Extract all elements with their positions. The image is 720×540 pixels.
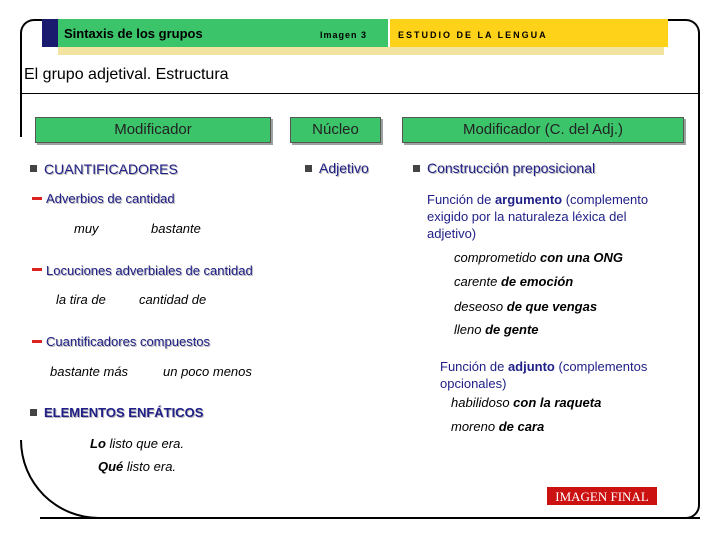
bullet-square-icon bbox=[30, 165, 37, 172]
bullet-square-icon bbox=[305, 165, 312, 172]
header-shadow bbox=[58, 47, 664, 55]
emphatic-example-bold: Qué bbox=[98, 459, 124, 474]
column-header-complement: Modificador (C. del Adj.) bbox=[402, 117, 684, 143]
adjunct-prefix: Función de bbox=[440, 359, 508, 374]
emphatic-example bbox=[90, 436, 184, 451]
bullet-square-icon bbox=[30, 409, 37, 416]
argument-word: argumento bbox=[494, 192, 563, 207]
argument-example bbox=[454, 274, 573, 289]
frame-bottom-edge bbox=[40, 517, 700, 519]
frame-corner-bottom-left bbox=[20, 440, 100, 519]
emphatic-example-bold: Lo bbox=[90, 436, 106, 451]
right-heading: Construcción preposicional bbox=[427, 160, 596, 176]
example-adjective: habilidoso bbox=[451, 395, 510, 410]
locution-example: cantidad de bbox=[139, 292, 207, 307]
example-adjective: lleno bbox=[454, 322, 482, 337]
frame-corner-top-left bbox=[20, 19, 42, 47]
example-complement: de gente bbox=[481, 322, 539, 337]
column-header-modifier: Modificador bbox=[35, 117, 271, 143]
emphatic-example-rest: listo que era. bbox=[105, 436, 184, 451]
dash-bullet-icon bbox=[32, 197, 42, 200]
dash-bullet-icon bbox=[32, 268, 42, 271]
example-adjective: carente bbox=[454, 274, 498, 289]
example-complement: de cara bbox=[495, 419, 545, 434]
header-title: Sintaxis de los grupos bbox=[64, 26, 203, 41]
dash-bullet-icon bbox=[32, 340, 42, 343]
header-image-label: Imagen 3 bbox=[320, 30, 368, 40]
argument-example bbox=[454, 322, 539, 337]
quantifiers-heading: CUANTIFICADORES bbox=[44, 161, 178, 177]
final-image-button[interactable]: IMAGEN FINAL bbox=[546, 486, 658, 506]
argument-example bbox=[454, 250, 623, 265]
adjunct-word: adjunto bbox=[507, 359, 555, 374]
locution-example: la tira de bbox=[56, 292, 106, 307]
argument-suffix: (complemento exigido por la naturaleza léxica del adjetivo) bbox=[427, 192, 649, 241]
adjunct-example bbox=[451, 419, 544, 434]
compound-label: Cuantificadores compuestos bbox=[46, 334, 211, 349]
nucleus-item: Adjetivo bbox=[319, 160, 369, 176]
frame-left-edge bbox=[20, 47, 22, 137]
adverb-example: bastante bbox=[151, 221, 201, 236]
example-complement: de que vengas bbox=[503, 299, 598, 314]
compound-example: bastante más bbox=[50, 364, 129, 379]
argument-description bbox=[427, 191, 677, 242]
adjunct-description bbox=[440, 358, 680, 392]
example-adjective: deseoso bbox=[454, 299, 504, 314]
example-complement: de emoción bbox=[497, 274, 574, 289]
adjunct-suffix: (complementos opcionales) bbox=[440, 359, 648, 391]
example-adjective: moreno bbox=[451, 419, 496, 434]
argument-prefix: Función de bbox=[427, 192, 495, 207]
header-course: ESTUDIO DE LA LENGUA bbox=[398, 30, 548, 40]
emphatic-example-rest: listo era. bbox=[123, 459, 177, 474]
adverbs-label: Adverbios de cantidad bbox=[46, 191, 175, 206]
argument-example bbox=[454, 299, 597, 314]
locutions-label: Locuciones adverbiales de cantidad bbox=[46, 263, 253, 278]
emphatic-example bbox=[98, 459, 176, 474]
bullet-square-icon bbox=[413, 165, 420, 172]
emphatic-heading: ELEMENTOS ENFÁTICOS bbox=[44, 405, 204, 420]
adverb-example: muy bbox=[74, 221, 99, 236]
title-divider bbox=[20, 93, 700, 94]
adjunct-example bbox=[451, 395, 601, 410]
frame-right-edge bbox=[668, 19, 700, 519]
example-complement: con una ONG bbox=[536, 250, 624, 265]
example-complement: con la raqueta bbox=[509, 395, 602, 410]
section-title: El grupo adjetival. Estructura bbox=[24, 66, 229, 83]
column-header-nucleus: Núcleo bbox=[290, 117, 381, 143]
example-adjective: comprometido bbox=[454, 250, 537, 265]
compound-example: un poco menos bbox=[163, 364, 252, 379]
header-navy-block bbox=[42, 19, 58, 47]
